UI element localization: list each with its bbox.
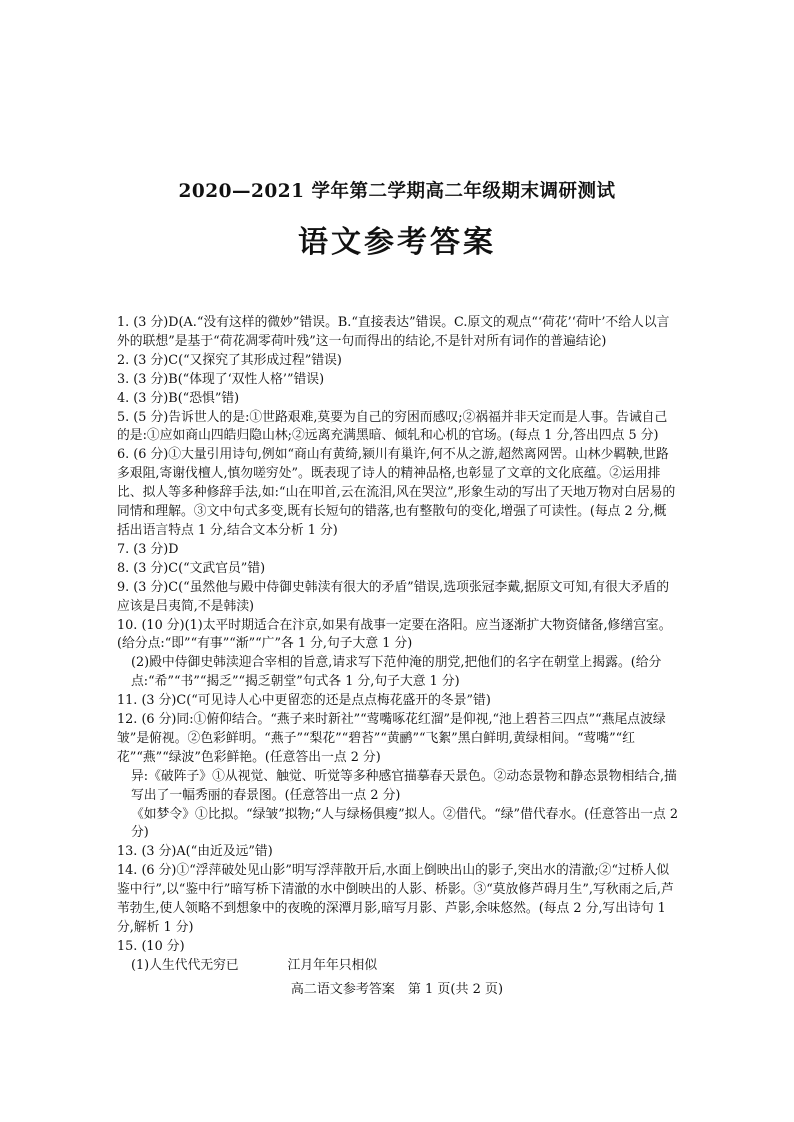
answer-item — [117, 560, 679, 579]
answer-item — [117, 579, 679, 617]
answer-number: 10. — [117, 617, 138, 633]
answer-item — [117, 711, 679, 768]
answer-item — [117, 541, 679, 560]
answer-text: (5 分)告诉世人的是:①世路艰难,莫要为自己的穷困而感叹;②祸福并非天定而是人事。告诫自己的是:①应如商山四皓归隐山林;②远离充满黑暗、倾轧和心机的官场。(每点 1 分,答出四点 5 分) — [117, 409, 668, 444]
answer-number: 3. — [117, 371, 130, 387]
answer-text: (6 分)①大量引用诗句,例如“商山有黄绮,颍川有巢许,何不从之游,超然离网罟。山林少羁鞅,世路多艰阻,寄谢伐檀人,慎勿嗟穷处”。既表现了诗人的精神品格,也彰显了文章的文化底蕴。②运用排比、拟人等多种修辞手法,如:“山在叩首,云在流泪,风在哭泣”,形象生动的写出了天地万物对白居易的同情和理解。③文中句式多变,既有长短句的错落,也有整散句的变化,增强了可读性。(每点 2 分,概括出语言特点 1 分,结合文本分析 1 分) — [117, 447, 676, 538]
answer-subpart — [117, 957, 679, 976]
answer-item — [117, 352, 679, 371]
answer-text: (3 分)A(“由近及远”错) — [141, 844, 273, 860]
answer-number: 15. — [117, 938, 138, 954]
answer-number: 8. — [117, 560, 130, 576]
poem-line: (1)人生代代无穷已 — [131, 957, 239, 973]
answer-text: (3 分)C(“虽然他与殿中侍御史韩渎有很大的矛盾”错误,选项张冠李戴,据原文可知,有很大矛盾的应该是吕夷简,不是韩渎) — [117, 579, 670, 614]
answer-subpart: 《如梦令》①比拟。“绿皱”拟物;“人与绿杨俱瘦”拟人。②借代。“绿”借代春水。(任意答出一点 2 分) — [131, 806, 679, 841]
answer-number: 13. — [117, 844, 138, 860]
answer-item — [117, 390, 679, 409]
answer-text: (3 分)B(“体现了‘双性人格’”错误) — [133, 371, 325, 387]
answer-item — [117, 409, 679, 447]
answer-text: (10 分) — [141, 938, 185, 954]
answer-text: (6 分)①“浮萍破处见山影”明写浮萍散开后,水面上倒映出山的影子,突出水的清澈;②“过桥人似鉴中行”,以“鉴中行”暗写桥下清澈的水中倒映出的人影、桥影。③“莫放修芦碍月生”,写秋雨之后,芦苇勃生,使人领略不到想象中的夜晚的深潭月影,暗写月影、芦影,余味悠然。(每点 2 分,写出诗句 1 分,解析 1 分) — [117, 863, 674, 935]
answer-number: 1. — [117, 315, 130, 330]
answer-number: 11. — [117, 693, 138, 709]
answer-item — [117, 446, 679, 541]
answer-item — [117, 843, 679, 862]
answer-subpart: 异:《破阵子》①从视觉、触觉、听觉等多种感官描摹春天景色。②动态景物和静态景物相结合,描写出了一幅秀丽的春景图。(任意答出一点 2 分) — [131, 768, 677, 803]
answer-text: (3 分)C(“又探究了其形成过程”错误) — [133, 352, 342, 368]
answer-number: 12. — [117, 712, 138, 728]
answer-number: 14. — [117, 863, 138, 879]
answer-number: 4. — [117, 390, 130, 406]
answer-number: 5. — [117, 409, 130, 425]
answer-text: (10 分)(1)太平时期适合在汴京,如果有战事一定要在洛阳。应当逐渐扩大物资储备,修缮宫室。(给分点:“即”“有事”“渐”“广”各 1 分,句子大意 1 分) — [117, 617, 672, 652]
document-subtitle: 语文参考答案 — [298, 225, 496, 260]
answer-text: (3 分)B(“恐惧”错) — [133, 390, 240, 406]
answers-list — [117, 314, 679, 976]
answer-number: 9. — [117, 579, 130, 595]
poem-line: 江月年年只相似 — [287, 957, 378, 973]
answer-number: 6. — [117, 447, 130, 463]
answer-subpart: (2)殿中侍御史韩渎迎合宰相的旨意,请求写下范仲淹的朋党,把他们的名字在朝堂上揭露。(给分点:“希”“书”“揭乏”“揭乏朝堂”句式各 1 分,句子大意 1 分) — [131, 655, 662, 690]
answer-item — [117, 692, 679, 711]
answer-item — [117, 617, 679, 655]
page-footer: 高二语文参考答案 第 1 页(共 2 页) — [290, 982, 504, 997]
answer-item — [117, 371, 679, 390]
answer-text: (3 分)D(A.“没有这样的微妙”错误。B.“直接表达”错误。C.原文的观点“‘荷花’‘荷叶’不给人以言外的联想”是基于“荷花凋零荷叶残”这一句而得出的结论,不是针对所有词作的普遍结论) — [117, 315, 670, 349]
answer-number: 7. — [117, 541, 130, 557]
answer-text: (3 分)D — [133, 541, 179, 557]
answer-text: (3 分)C(“文武官员”错) — [133, 560, 266, 576]
answer-item — [117, 862, 679, 938]
answer-item — [117, 314, 679, 352]
answer-item — [117, 938, 679, 957]
exam-title: 2020—2021 学年第二学期高二年级期末调研测试 — [178, 181, 616, 202]
answer-text: (6 分)同:①俯仰结合。“燕子来时新社”“莺嘴啄花红溜”是仰视,“池上碧苔三四点”“燕尾点波绿皱”是俯视。②色彩鲜明。“燕子”“梨花”“碧苔”“黄鹂”“飞絮”黑白鲜明,黄绿相间。“莺嘴”“红花”“燕”“绿波”色彩鲜艳。(任意答出一点 2 分) — [117, 712, 666, 765]
answer-number: 2. — [117, 352, 130, 368]
answer-text: (3 分)C(“可见诗人心中更留恋的还是点点梅花盛开的冬景”错) — [141, 693, 491, 709]
